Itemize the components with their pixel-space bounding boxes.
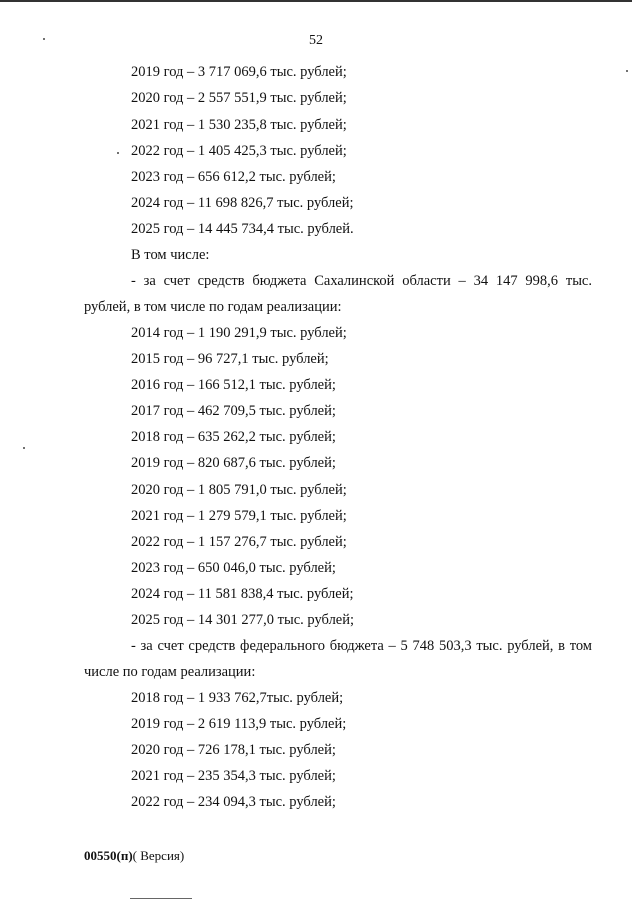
text-line: 2015 год – 96 727,1 тыс. рублей; — [131, 351, 329, 367]
text-line: 2019 год – 820 687,6 тыс. рублей; — [131, 455, 336, 471]
text-line: 2016 год – 166 512,1 тыс. рублей; — [131, 377, 336, 393]
text-line: рублей, в том числе по годам реализации: — [84, 299, 342, 315]
text-line: 2022 год – 234 094,3 тыс. рублей; — [131, 794, 336, 810]
text-line: 2021 год – 1 279 579,1 тыс. рублей; — [131, 508, 347, 524]
text-line: 2020 год – 1 805 791,0 тыс. рублей; — [131, 482, 347, 498]
page-number: 52 — [309, 33, 323, 48]
text-line: 2019 год – 3 717 069,6 тыс. рублей; — [131, 64, 347, 80]
text-line: 2022 год – 1 157 276,7 тыс. рублей; — [131, 534, 347, 550]
text-line: 2025 год – 14 445 734,4 тыс. рублей. — [131, 221, 354, 237]
scan-speck — [43, 38, 45, 40]
document-code: 00550(п) — [84, 848, 133, 863]
text-line: 2023 год – 650 046,0 тыс. рублей; — [131, 560, 336, 576]
top-edge-line — [0, 0, 632, 2]
text-line: В том числе: — [131, 247, 210, 263]
text-line: 2020 год – 2 557 551,9 тыс. рублей; — [131, 90, 347, 106]
scan-speck — [117, 152, 119, 154]
text-line: 2018 год – 635 262,2 тыс. рублей; — [131, 429, 336, 445]
text-line: 2018 год – 1 933 762,7тыс. рублей; — [131, 690, 344, 706]
bottom-edge-line — [130, 898, 192, 899]
paragraph-line: - за счет средств федерального бюджета – 5 748 503,3 тыс. рублей, в том — [131, 638, 592, 654]
scan-speck — [23, 447, 25, 449]
text-line: 2019 год – 2 619 113,9 тыс. рублей; — [131, 716, 347, 732]
text-line: 2014 год – 1 190 291,9 тыс. рублей; — [131, 325, 347, 341]
text-line: 2017 год – 462 709,5 тыс. рублей; — [131, 403, 336, 419]
paragraph-line: - за счет средств бюджета Сахалинской области – 34 147 998,6 тыс. — [131, 273, 592, 289]
text-line: 2021 год – 1 530 235,8 тыс. рублей; — [131, 117, 347, 133]
document-version: ( Версия) — [132, 848, 185, 863]
text-line: 2021 год – 235 354,3 тыс. рублей; — [131, 768, 336, 784]
text-line: 2023 год – 656 612,2 тыс. рублей; — [131, 169, 336, 185]
text-line: 2020 год – 726 178,1 тыс. рублей; — [131, 742, 336, 758]
text-line: 2022 год – 1 405 425,3 тыс. рублей; — [131, 143, 347, 159]
document-footer — [84, 848, 184, 864]
text-line: 2025 год – 14 301 277,0 тыс. рублей; — [131, 612, 355, 628]
text-line: 2024 год – 11 581 838,4 тыс. рублей; — [131, 586, 354, 602]
scan-speck — [626, 70, 628, 72]
text-line: 2024 год – 11 698 826,7 тыс. рублей; — [131, 195, 354, 211]
text-line: числе по годам реализации: — [84, 664, 256, 680]
